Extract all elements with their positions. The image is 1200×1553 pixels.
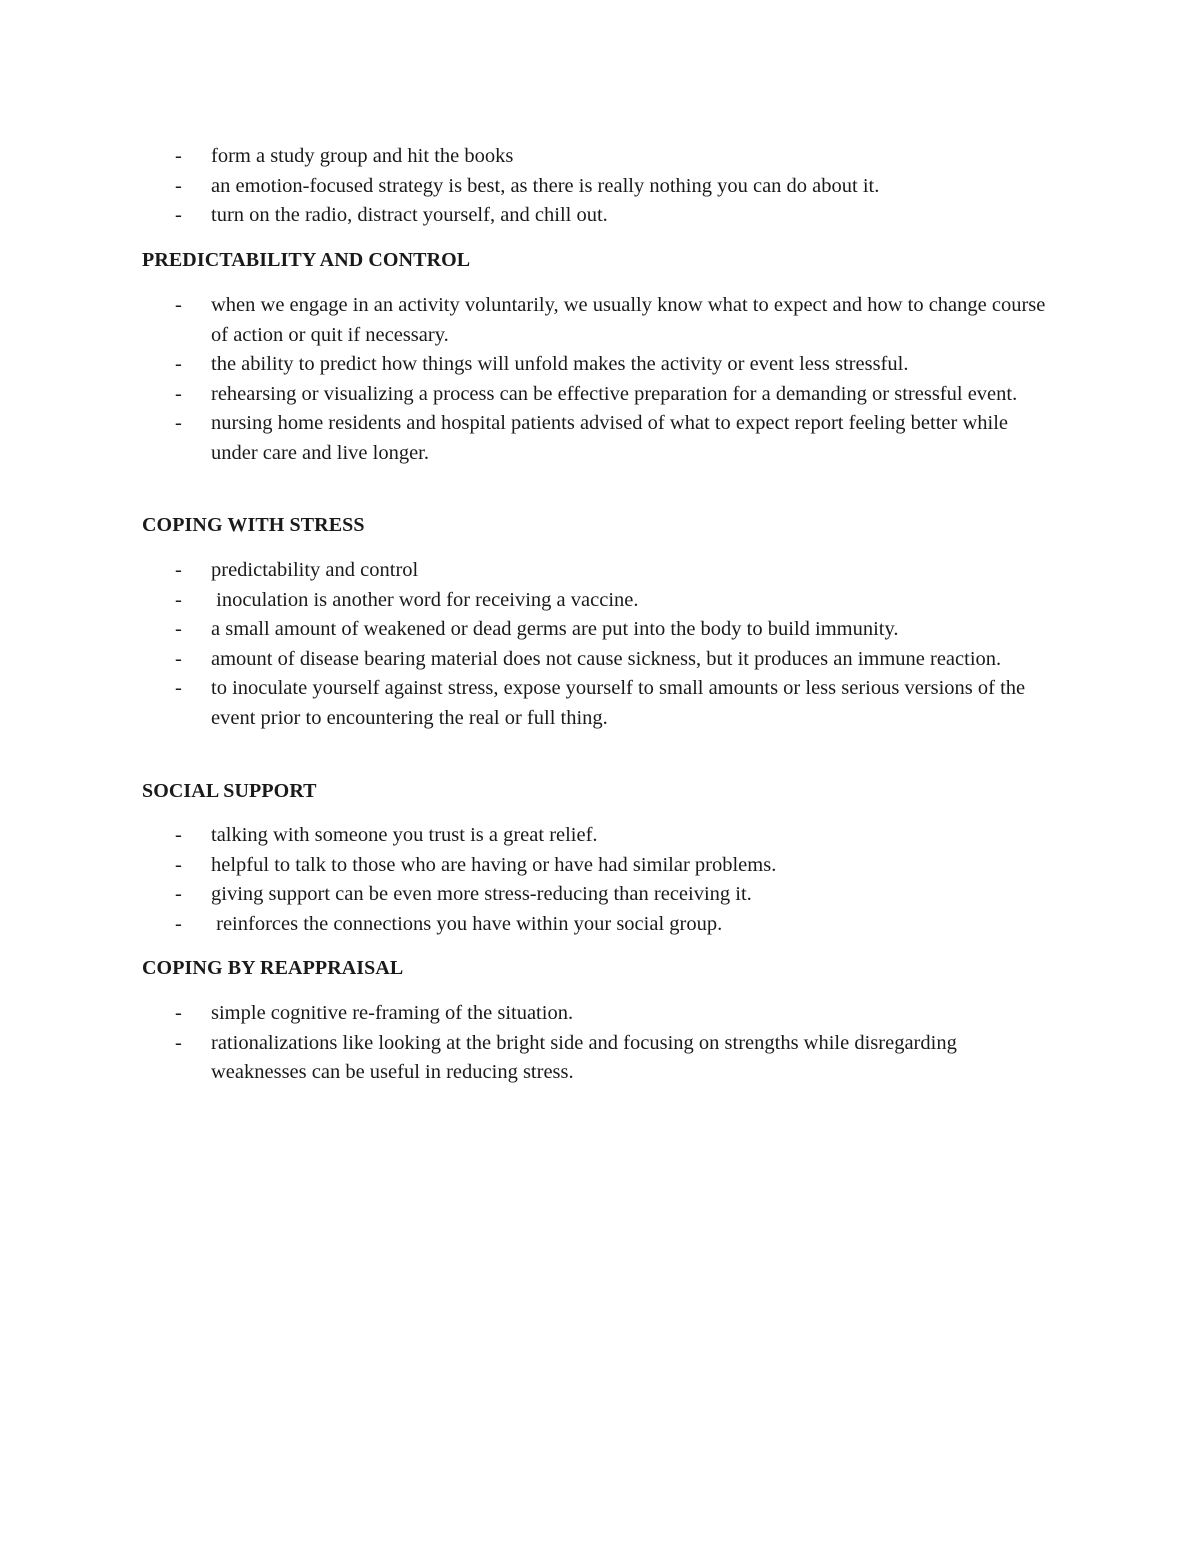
list-item xyxy=(0,586,1051,616)
list-item-text: inoculation is another word for receiving a vaccine. xyxy=(211,588,639,611)
section-heading-coping-with-stress: COPING WITH STRESS xyxy=(142,514,365,536)
bullet-dash: - xyxy=(175,145,182,167)
bullet-dash: - xyxy=(175,588,182,611)
list-item xyxy=(0,142,1051,172)
bullet-dash: - xyxy=(175,677,182,699)
list-item-text: a small amount of weakened or dead germs are put into the body to build immunity. xyxy=(211,618,899,640)
intro-list xyxy=(0,142,1200,231)
list-item-text: reinforces the connections you have within your social group. xyxy=(211,912,723,935)
list-item xyxy=(0,291,1051,350)
list-item xyxy=(0,409,1051,468)
list-item-text: simple cognitive re-framing of the situation. xyxy=(211,1002,574,1024)
list-item-text: amount of disease bearing material does not cause sickness, but it produces an immune reaction. xyxy=(211,647,1002,670)
list-item xyxy=(0,645,1051,675)
list-item-text: nursing home residents and hospital patients advised of what to expect report feeling better while under care and live longer. xyxy=(211,412,1008,464)
list-item xyxy=(0,380,1051,410)
list-item xyxy=(0,615,1051,645)
list-item-text: an emotion-focused strategy is best, as there is really nothing you can do about it. xyxy=(211,174,880,197)
bullet-dash: - xyxy=(175,647,182,670)
list-item xyxy=(0,910,1051,940)
bullet-dash: - xyxy=(175,204,182,226)
bullet-dash: - xyxy=(175,294,182,316)
bullet-dash: - xyxy=(175,1002,182,1024)
list-item-text: the ability to predict how things will unfold makes the activity or event less stressful. xyxy=(211,353,909,375)
list-item-text: to inoculate yourself against stress, expose yourself to small amounts or less serious versions of the event prior to encountering the real or full thing. xyxy=(211,677,1026,729)
bullet-dash: - xyxy=(175,1031,182,1054)
bullet-dash: - xyxy=(175,883,182,905)
list-item xyxy=(0,999,1051,1029)
list-item xyxy=(0,880,1051,910)
list-item-text: form a study group and hit the books xyxy=(211,145,514,167)
list-item-text: helpful to talk to those who are having or have had similar problems. xyxy=(211,853,777,876)
list-item-text: predictability and control xyxy=(211,559,419,581)
section-heading-predictability: PREDICTABILITY AND CONTROL xyxy=(142,249,471,271)
bullet-dash: - xyxy=(175,382,182,405)
section-list-predictability xyxy=(0,291,1200,468)
list-item xyxy=(0,201,1051,231)
list-item xyxy=(0,556,1051,586)
list-item-text: rehearsing or visualizing a process can be effective preparation for a demanding or stressful event. xyxy=(211,382,1018,405)
list-item xyxy=(0,1029,1051,1088)
bullet-dash: - xyxy=(175,912,182,935)
bullet-dash: - xyxy=(175,824,182,846)
bullet-dash: - xyxy=(175,353,182,375)
list-item xyxy=(0,821,1051,851)
list-item xyxy=(0,350,1051,380)
list-item-text: talking with someone you trust is a great relief. xyxy=(211,824,598,846)
bullet-dash: - xyxy=(175,174,182,197)
bullet-dash: - xyxy=(175,618,182,640)
bullet-dash: - xyxy=(175,853,182,876)
bullet-dash: - xyxy=(175,559,182,581)
list-item-text: giving support can be even more stress-reducing than receiving it. xyxy=(211,883,752,905)
section-heading-coping-by-reappraisal: COPING BY REAPPRAISAL xyxy=(142,957,404,979)
section-list-coping-by-reappraisal xyxy=(0,999,1200,1088)
list-item xyxy=(0,674,1051,733)
section-heading-social-support: SOCIAL SUPPORT xyxy=(142,780,317,802)
list-item-text: when we engage in an activity voluntarily, we usually know what to expect and how to change course of action or quit if necessary. xyxy=(211,294,1046,346)
section-list-coping-with-stress xyxy=(0,556,1200,733)
list-item-text: rationalizations like looking at the bright side and focusing on strengths while disregarding weaknesses can be useful in reducing stress. xyxy=(211,1031,957,1083)
list-item-text: turn on the radio, distract yourself, and chill out. xyxy=(211,204,608,226)
list-item xyxy=(0,851,1051,881)
bullet-dash: - xyxy=(175,412,182,434)
list-item xyxy=(0,172,1051,202)
section-list-social-support xyxy=(0,821,1200,939)
